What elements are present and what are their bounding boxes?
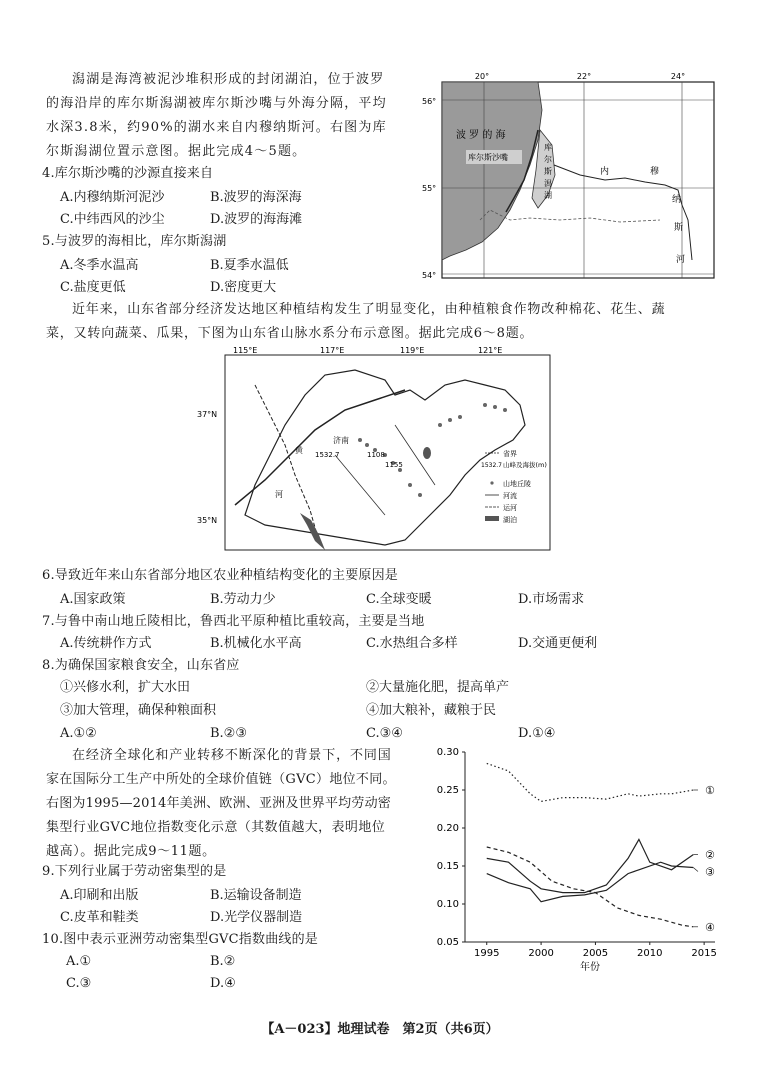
intro3-line-4: 集型行业GVC地位指数变化示意（其数值越大，表明地位 (46, 820, 386, 835)
map1-lon-22: 22° (576, 72, 592, 81)
map2-peak-3: 1155 (385, 461, 403, 469)
intro2-line-1: 近年来，山东省部分经济发达地区种植结构发生了明显变化，由种植粮食作物改种棉花、花生、蔬 (72, 302, 666, 317)
map1-river-nei: 内 (600, 167, 610, 177)
legend-river: 河流 (503, 492, 517, 500)
q8-option-b[interactable]: B.②③ (210, 726, 247, 741)
map2-lon-119: 119°E (400, 346, 425, 355)
legend-lake: 湖泊 (503, 516, 517, 524)
x-tick-label: 2015 (691, 948, 717, 959)
q5-option-d[interactable]: D.密度更大 (210, 280, 277, 295)
series-line-3 (487, 862, 694, 902)
q4-option-a[interactable]: A.内穆纳斯河泥沙 (60, 190, 165, 205)
intro3-line-5: 越高）。据此完成9～11题。 (46, 844, 216, 859)
q8-statement-4: ④加大粮补，藏粮于民 (366, 703, 497, 718)
map1-lat-54: 54° (422, 271, 437, 280)
series-label-2: ② (705, 848, 715, 862)
q6-option-b[interactable]: B.劳动力少 (210, 592, 276, 607)
q7-option-d[interactable]: D.交通更便利 (518, 636, 598, 651)
map1-lat-56: 56° (422, 97, 437, 106)
y-tick-label: 0.10 (436, 899, 459, 910)
map1-river-he: 河 (676, 255, 686, 265)
legend-province-border: 省界 (503, 450, 517, 458)
series-leader-3 (693, 868, 698, 872)
legend-peak-value: 1532.7 (481, 462, 502, 469)
q4-option-c[interactable]: C.中纬西风的沙尘 (60, 212, 165, 227)
legend-peak: 山峰及海拔(m) (503, 461, 547, 469)
q7-option-b[interactable]: B.机械化水平高 (210, 636, 302, 651)
q9-option-a[interactable]: A.印刷和出版 (60, 888, 139, 903)
map1-lagoon-label-1: 库 (544, 143, 552, 152)
q10-option-b[interactable]: B.② (210, 954, 236, 969)
q4-option-d[interactable]: D.波罗的海海滩 (210, 212, 303, 227)
map1-lagoon-label-2: 尔 (544, 155, 552, 164)
q7-option-c[interactable]: C.水热组合多样 (366, 636, 458, 651)
q8-statement-1: ①兴修水利，扩大水田 (60, 680, 191, 695)
q9-option-c[interactable]: C.皮革和鞋类 (60, 910, 139, 925)
y-tick-label: 0.15 (436, 861, 459, 872)
map1-river-si: 斯 (674, 223, 684, 233)
q6-option-d[interactable]: D.市场需求 (518, 592, 585, 607)
map2-lon-117: 117°E (320, 346, 345, 355)
series-label-1: ① (705, 784, 715, 797)
q10-option-d[interactable]: D.④ (210, 976, 236, 991)
map1-lon-24: 24° (670, 72, 686, 81)
y-tick-label: 0.05 (436, 937, 459, 948)
chart-x-label: 年份 (580, 962, 600, 972)
q8-statement-3: ③加大管理，确保种粮面积 (60, 703, 217, 718)
q8-option-a[interactable]: A.①② (60, 726, 97, 741)
map2-peak-1: 1532.7 (315, 451, 340, 459)
map2-peak-2: 1108 (367, 451, 385, 459)
q7-option-a[interactable]: A.传统耕作方式 (60, 636, 152, 651)
y-tick-label: 0.30 (436, 747, 459, 758)
q4-option-b[interactable]: B.波罗的海深海 (210, 190, 302, 205)
x-tick-label: 2005 (582, 948, 609, 959)
q5-option-c[interactable]: C.盐度更低 (60, 280, 126, 295)
gvc-index-chart (425, 742, 725, 972)
legend-hills: 山地丘陵 (503, 480, 531, 488)
map1-river-mu: 穆 (650, 167, 660, 177)
x-tick-label: 2010 (637, 948, 663, 959)
map1-river-na: 纳 (672, 195, 682, 205)
map1-lagoon-label-4: 潟 (544, 179, 552, 188)
map2-lat-37: 37°N (197, 410, 218, 419)
map1-lon-20: 20° (474, 72, 490, 81)
intro3-line-3: 右图为1995—2014年美洲、欧洲、亚洲及世界平均劳动密 (46, 796, 391, 811)
series-line-1 (487, 763, 694, 801)
q5-option-a[interactable]: A.冬季水温高 (60, 258, 139, 273)
map1-lagoon-label-3: 斯 (544, 167, 552, 176)
map2-yellow-river-huang: 黄 (295, 446, 303, 455)
q8-statement-2: ②大量施化肥，提高单产 (366, 680, 510, 695)
map2-lon-121: 121°E (478, 346, 503, 355)
q9-stem: 9.下列行业属于劳动密集型的是 (42, 864, 227, 879)
shandong-map (195, 345, 555, 560)
q8-option-c[interactable]: C.③④ (366, 726, 403, 741)
page-footer: 【A－023】地理试卷 第2页（共6页） (261, 1022, 499, 1037)
x-tick-label: 2000 (528, 948, 554, 959)
intro3-line-1: 在经济全球化和产业转移不断深化的背景下，不同国 (72, 748, 392, 763)
intro1-line-1: 潟湖是海湾被泥沙堆积形成的封闭湖泊，位于波罗 (72, 72, 385, 87)
q10-stem: 10.图中表示亚洲劳动密集型GVC指数曲线的是 (42, 932, 318, 947)
map1-sea-label: 波 罗 的 海 (456, 130, 506, 141)
map2-lat-35: 35°N (197, 516, 218, 525)
q5-stem: 5.与波罗的海相比，库尔斯潟湖 (42, 234, 227, 249)
q8-stem: 8.为确保国家粮食安全，山东省应 (42, 658, 240, 673)
q9-option-b[interactable]: B.运输设备制造 (210, 888, 302, 903)
curonian-lagoon-map (420, 70, 720, 288)
q8-option-d[interactable]: D.①④ (518, 726, 556, 741)
series-line-2 (487, 839, 694, 892)
q10-option-c[interactable]: C.③ (66, 976, 92, 991)
intro2-line-2: 菜，又转向蔬菜、瓜果，下图为山东省山脉水系分布示意图。据此完成6～8题。 (46, 326, 534, 341)
q6-stem: 6.导致近年来山东省部分地区农业种植结构变化的主要原因是 (42, 568, 399, 583)
x-tick-label: 1995 (474, 948, 500, 959)
legend-canal: 运河 (503, 504, 517, 512)
y-tick-label: 0.25 (436, 785, 459, 796)
q6-option-c[interactable]: C.全球变暖 (366, 592, 432, 607)
q10-option-a[interactable]: A.① (66, 954, 92, 969)
map1-lagoon-label-5: 湖 (544, 191, 552, 200)
map2-city-jinan: 济南 (333, 436, 349, 445)
map2-lon-115: 115°E (233, 346, 258, 355)
y-tick-label: 0.20 (436, 823, 459, 834)
intro1-line-4: 尔斯潟湖位置示意图。据此完成4～5题。 (46, 144, 307, 159)
series-label-3: ③ (705, 865, 715, 879)
intro1-line-3: 水深3.8米，约90%的湖水来自内穆纳斯河。右图为库 (46, 120, 387, 135)
series-label-4: ④ (705, 920, 715, 934)
intro3-line-2: 家在国际分工生产中所处的全球价值链（GVC）地位不同。 (46, 772, 396, 787)
map2-yellow-river-he: 河 (275, 490, 283, 499)
series-line-4 (487, 847, 694, 927)
q4-stem: 4.库尔斯沙嘴的沙源直接来自 (42, 166, 214, 181)
q5-option-b[interactable]: B.夏季水温低 (210, 258, 289, 273)
q7-stem: 7.与鲁中南山地丘陵相比，鲁西北平原种植比重较高，主要是当地 (42, 614, 425, 629)
map1-spit-label: 库尔斯沙嘴 (468, 153, 508, 162)
intro1-line-2: 的海沿岸的库尔斯潟湖被库尔斯沙嘴与外海分隔，平均 (46, 96, 387, 111)
map1-lat-55: 55° (422, 184, 437, 193)
q6-option-a[interactable]: A.国家政策 (60, 592, 126, 607)
q9-option-d[interactable]: D.光学仪器制造 (210, 910, 303, 925)
